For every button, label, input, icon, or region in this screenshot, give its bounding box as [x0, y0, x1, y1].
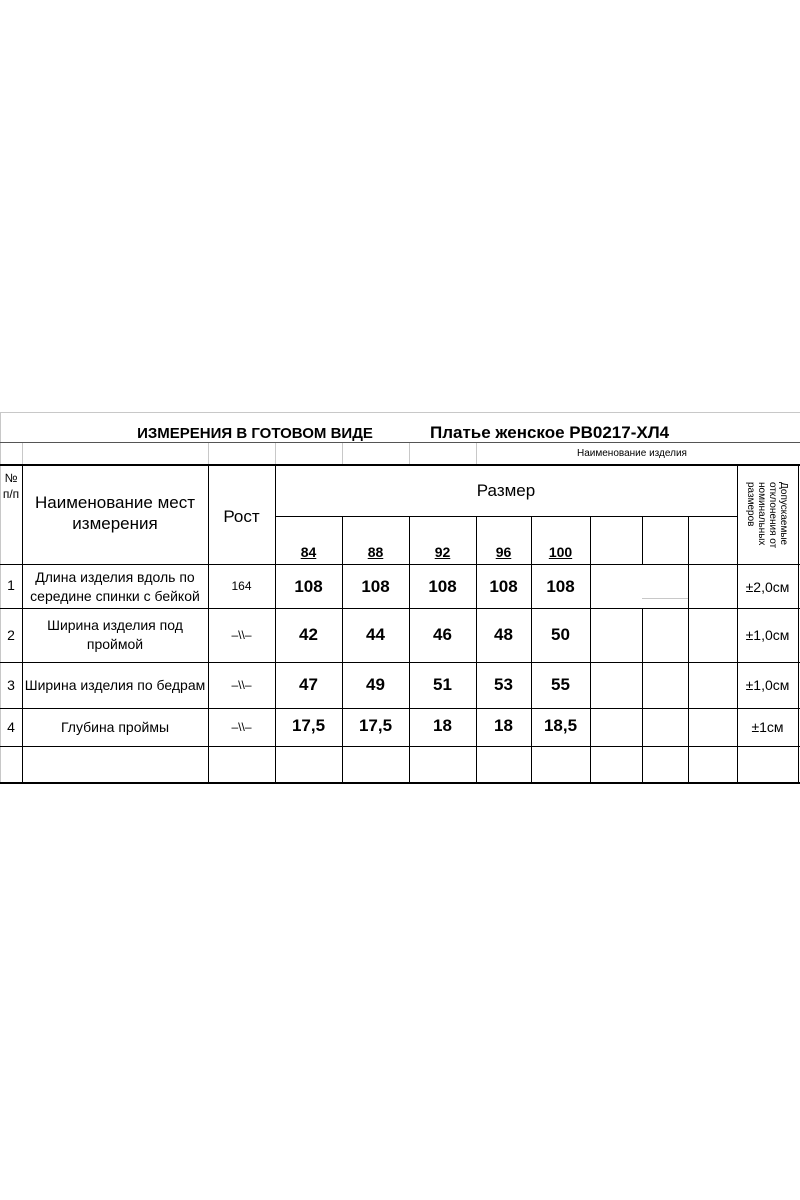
table-border: [0, 746, 800, 747]
size-label: 96: [495, 544, 512, 560]
table-border: [642, 516, 643, 564]
row-value: 108: [489, 577, 518, 596]
grid-line: [208, 442, 209, 464]
row-height: –\\–: [231, 720, 252, 734]
row-value: 47: [299, 675, 318, 694]
sheet-title: ИЗМЕРЕНИЯ В ГОТОВОМ ВИДЕ: [137, 425, 373, 442]
table-border: [0, 662, 800, 663]
table-border: [0, 464, 800, 466]
header-tolerance: Допускаемые отклонения от номинальных размеров: [745, 482, 789, 549]
row-value: 18: [494, 716, 513, 735]
header-height: Рост: [223, 507, 260, 526]
grid-line: [476, 442, 477, 464]
table-border: [0, 708, 800, 709]
row-value: 51: [433, 675, 452, 694]
product-caption: Наименование изделия: [577, 448, 687, 459]
grid-line: [0, 412, 800, 413]
row-value: 53: [494, 675, 513, 694]
grid-line: [409, 442, 410, 464]
header-size: Размер: [476, 481, 536, 500]
grid-line: [275, 442, 276, 464]
row-value: 46: [433, 625, 452, 644]
table-border: [275, 516, 737, 517]
table-border: [275, 464, 276, 784]
size-label: 100: [548, 544, 573, 560]
row-value: 48: [494, 625, 513, 644]
grid-line: [342, 442, 343, 464]
row-tolerance: ±1см: [751, 719, 784, 735]
size-label: 88: [367, 544, 384, 560]
size-label: 92: [434, 544, 451, 560]
row-value: 50: [551, 625, 570, 644]
size-label: 84: [300, 544, 317, 560]
row-value: 55: [551, 675, 570, 694]
table-border: [590, 516, 591, 784]
row-value: 44: [366, 625, 385, 644]
row-name: Ширина изделия под проймой: [47, 617, 183, 652]
table-border: [0, 608, 800, 609]
grid-line: [642, 598, 688, 599]
table-border: [0, 442, 800, 443]
row-value: 108: [546, 577, 575, 596]
grid-line: [22, 442, 23, 464]
row-value: 17,5: [291, 716, 326, 735]
row-num: 1: [7, 577, 15, 593]
row-tolerance: ±1,0см: [745, 677, 790, 693]
row-num: 4: [7, 719, 15, 735]
table-border: [642, 608, 643, 784]
header-name: Наименование мест измерения: [35, 493, 195, 533]
table-border: [0, 782, 800, 784]
row-value: 18: [433, 716, 452, 735]
row-value: 42: [299, 625, 318, 644]
row-value: 18,5: [543, 716, 578, 735]
row-value: 49: [366, 675, 385, 694]
header-num: № п/п: [2, 471, 20, 501]
row-num: 3: [7, 677, 15, 693]
row-name: Ширина изделия по бедрам: [24, 677, 206, 693]
row-height: –\\–: [231, 628, 252, 642]
row-value: 108: [361, 577, 390, 596]
row-height: 164: [231, 579, 252, 593]
row-value: 108: [294, 577, 323, 596]
row-value: 108: [428, 577, 457, 596]
row-name: Глубина проймы: [60, 719, 170, 735]
table-border: [798, 464, 799, 784]
row-num: 2: [7, 627, 15, 643]
table-border: [0, 564, 800, 565]
table-border: [688, 516, 689, 784]
row-name: Длина изделия вдоль по середине спинки с бейкой: [30, 569, 200, 604]
measurement-table: [0, 412, 800, 784]
row-tolerance: ±2,0см: [745, 579, 790, 595]
row-tolerance: ±1,0см: [745, 627, 790, 643]
row-value: 17,5: [358, 716, 393, 735]
row-height: –\\–: [231, 678, 252, 692]
product-name: Платье женское РВ0217-ХЛ4: [430, 423, 670, 442]
